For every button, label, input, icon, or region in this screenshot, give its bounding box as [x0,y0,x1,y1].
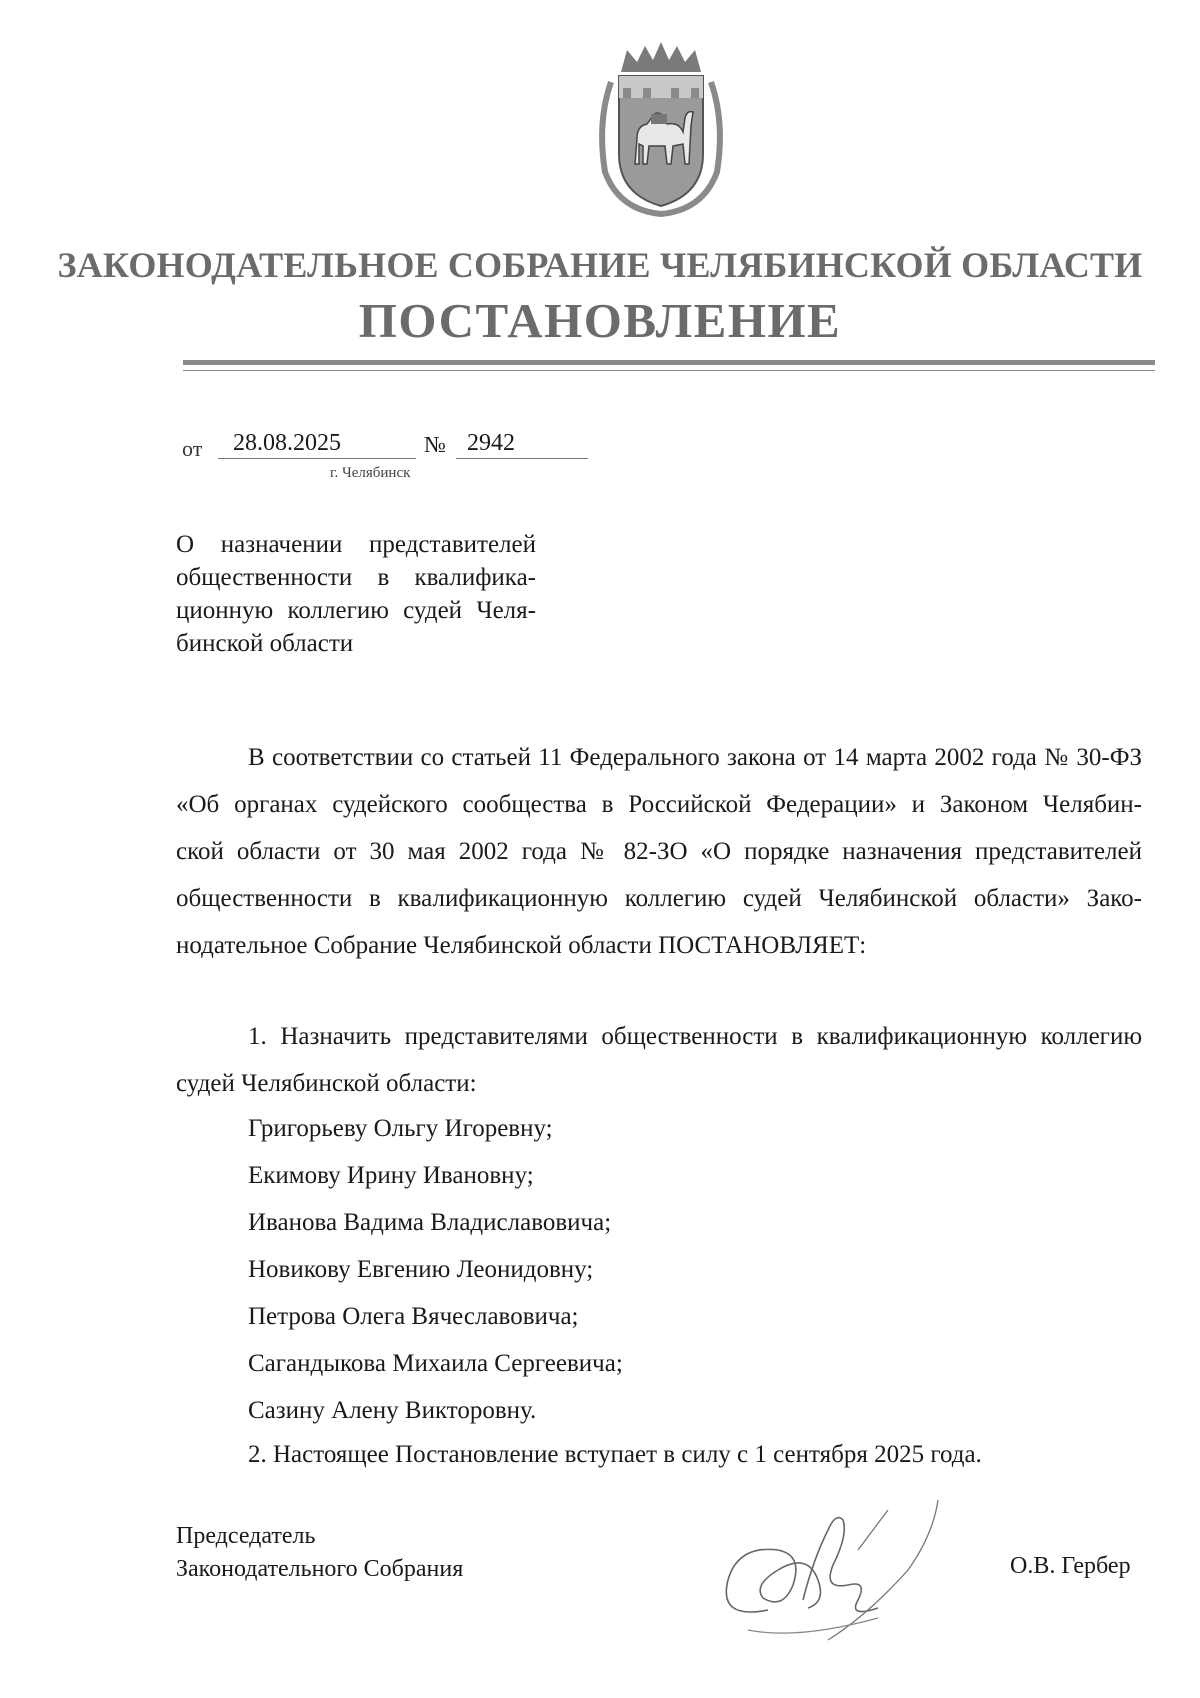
organization-name: ЗАКОНОДАТЕЛЬНОЕ СОБРАНИЕ ЧЕЛЯБИНСКОЙ ОБЛАСТИ [57,245,1143,285]
item-1-paragraph [176,1013,1142,1107]
document-subject [176,528,536,660]
item-2-paragraph: 2. Настоящее Постановление вступает в силу с 1 сентября 2025 года. [248,1441,982,1468]
preamble-line: «Об органах судейского сообщества в Российской Федерации» и Законом Челябин- [176,791,1142,818]
document-date: 28.08.2025 [233,430,341,456]
subject-line: ционную коллегию судей Челя- [176,597,536,624]
document-city: г. Челябинск [330,465,411,481]
date-prefix-label: от [182,436,203,461]
number-label: № [424,432,446,457]
document-number: 2942 [467,430,515,456]
preamble-line: нодательное Собрание Челябинской области ПОСТАНОВЛЯЕТ: [176,932,867,959]
list-item: Новикову Евгению Леонидовну; [248,1256,594,1283]
preamble-paragraph [176,734,1142,969]
preamble-line: В соответствии со статьей 11 Федерального закона от 14 марта 2002 года № 30-ФЗ [248,744,1142,771]
list-item: Екимову Ирину Ивановну; [248,1162,534,1189]
list-item: Петрова Олега Вячеславовича; [248,1303,579,1330]
date-underline [218,458,416,459]
header-divider-thin [183,370,1155,371]
number-underline [456,458,588,459]
item-1-line: 1. Назначить представителями общественности в квалификационную коллегию [248,1023,1142,1050]
item-1-line: судей Челябинской области: [176,1070,477,1097]
coat-of-arms-icon [593,42,729,218]
appointees-list [248,1105,1048,1434]
list-item: Сагандыкова Михаила Сергеевича; [248,1350,623,1377]
subject-line: бинской области [176,630,354,657]
subject-line: общественности в квалифика- [176,564,536,591]
document-type-heading: ПОСТАНОВЛЕНИЕ [358,293,842,348]
handwritten-signature-icon [708,1490,958,1645]
signer-title [176,1520,463,1586]
list-item: Сазину Алену Викторовну. [248,1397,537,1424]
list-item: Григорьеву Ольгу Игоревну; [248,1115,553,1142]
preamble-line: ской области от 30 мая 2002 года № 82-ЗО «О порядке назначения представителей [176,838,1142,865]
signer-name: О.В. Гербер [1010,1553,1131,1579]
subject-line: О назначении представителей [176,531,536,558]
preamble-line: общественности в квалификационную коллегию судей Челябинской области» Зако- [176,885,1142,912]
signer-title-line: Председатель [176,1523,316,1549]
signer-title-line: Законодательного Собрания [176,1556,464,1582]
header-divider-thick [183,360,1155,365]
list-item: Иванова Вадима Владиславовича; [248,1209,612,1236]
